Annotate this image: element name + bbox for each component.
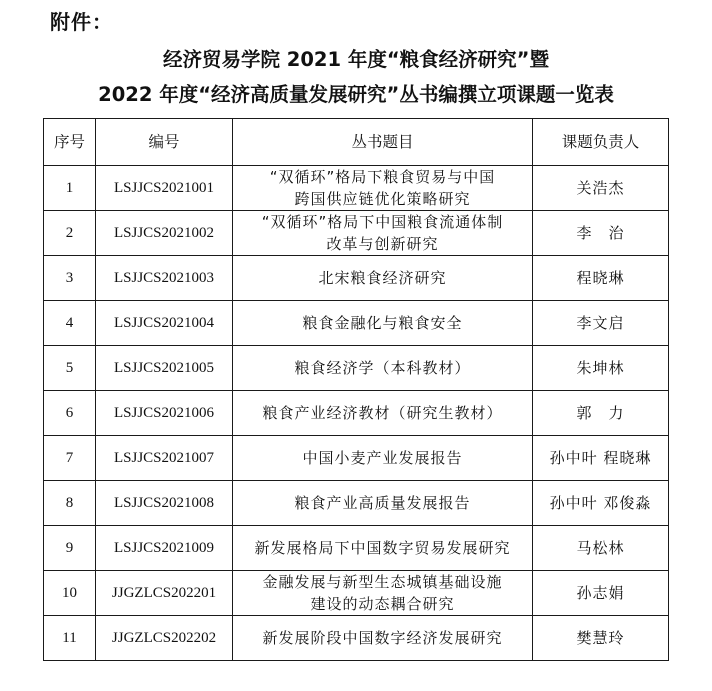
row-leader: 郭 力 — [533, 391, 669, 436]
row-topic-line-1: 北宋粮食经济研究 — [318, 269, 447, 287]
row-leader: 朱坤林 — [533, 346, 669, 391]
header-code: 编号 — [96, 119, 233, 166]
row-code: LSJJCS2021009 — [96, 526, 233, 571]
row-leader: 马松林 — [533, 526, 669, 571]
row-index: 5 — [44, 346, 96, 391]
row-topic-line-1: 新发展格局下中国数字贸易发展研究 — [254, 539, 511, 557]
row-leader: 李文启 — [533, 301, 669, 346]
row-topic-line-1: “双循环”格局下粮食贸易与中国 — [269, 168, 496, 186]
row-topic — [233, 616, 533, 661]
row-code: JJGZLCS202202 — [96, 616, 233, 661]
row-leader: 孙志娟 — [533, 571, 669, 616]
row-topic — [233, 436, 533, 481]
row-topic-line-2: 改革与创新研究 — [326, 235, 439, 253]
header-index: 序号 — [44, 119, 96, 166]
row-index: 6 — [44, 391, 96, 436]
row-code: LSJJCS2021004 — [96, 301, 233, 346]
row-topic-line-1: 粮食产业高质量发展报告 — [294, 494, 471, 512]
table-row — [44, 391, 669, 436]
row-topic — [233, 481, 533, 526]
table-row — [44, 481, 669, 526]
row-topic-line-1: 粮食产业经济教材（研究生教材） — [262, 404, 503, 422]
project-list-table — [43, 118, 669, 661]
document-title-line-2: 2022 年度“经济高质量发展研究”丛书编撰立项课题一览表 — [98, 83, 614, 106]
table-row — [44, 571, 669, 616]
row-topic-line-1: 金融发展与新型生态城镇基础设施 — [262, 573, 503, 591]
table-row — [44, 616, 669, 661]
table-body — [44, 166, 669, 661]
row-code: LSJJCS2021002 — [96, 211, 233, 256]
row-topic-line-1: 粮食经济学（本科教材） — [294, 359, 471, 377]
table-row — [44, 346, 669, 391]
row-topic — [233, 256, 533, 301]
document-title-line-1: 经济贸易学院 2021 年度“粮食经济研究”暨 — [163, 48, 549, 71]
row-topic — [233, 211, 533, 256]
row-index: 11 — [44, 616, 96, 661]
row-index: 3 — [44, 256, 96, 301]
table-row — [44, 256, 669, 301]
row-code: LSJJCS2021007 — [96, 436, 233, 481]
row-leader: 孙中叶 程晓琳 — [533, 436, 669, 481]
table-row — [44, 526, 669, 571]
row-topic — [233, 526, 533, 571]
table-row — [44, 211, 669, 256]
row-index: 10 — [44, 571, 96, 616]
row-topic-line-1: 粮食金融化与粮食安全 — [302, 314, 463, 332]
row-topic — [233, 571, 533, 616]
row-leader: 孙中叶 邓俊淼 — [533, 481, 669, 526]
row-topic — [233, 166, 533, 211]
row-topic-line-1: 中国小麦产业发展报告 — [302, 449, 463, 467]
row-index: 7 — [44, 436, 96, 481]
table-header — [44, 119, 669, 166]
row-topic-line-2: 建设的动态耦合研究 — [310, 595, 455, 613]
table-row — [44, 436, 669, 481]
row-code: LSJJCS2021008 — [96, 481, 233, 526]
row-topic-line-2: 跨国供应链优化策略研究 — [294, 190, 471, 208]
table-header-row — [44, 119, 669, 166]
row-leader: 关浩杰 — [533, 166, 669, 211]
row-topic — [233, 346, 533, 391]
header-topic: 丛书题目 — [233, 119, 533, 166]
row-code: LSJJCS2021006 — [96, 391, 233, 436]
row-topic-line-1: “双循环”格局下中国粮食流通体制 — [261, 213, 504, 231]
header-leader: 课题负责人 — [533, 119, 669, 166]
row-topic — [233, 391, 533, 436]
row-code: LSJJCS2021005 — [96, 346, 233, 391]
table-row — [44, 166, 669, 211]
row-index: 4 — [44, 301, 96, 346]
table-row — [44, 301, 669, 346]
row-index: 8 — [44, 481, 96, 526]
attachment-label: 附件： — [50, 10, 113, 34]
row-leader: 程晓琳 — [533, 256, 669, 301]
row-topic — [233, 301, 533, 346]
row-leader: 李 治 — [533, 211, 669, 256]
row-code: JJGZLCS202201 — [96, 571, 233, 616]
row-index: 2 — [44, 211, 96, 256]
row-index: 1 — [44, 166, 96, 211]
row-code: LSJJCS2021003 — [96, 256, 233, 301]
row-code: LSJJCS2021001 — [96, 166, 233, 211]
row-index: 9 — [44, 526, 96, 571]
row-topic-line-1: 新发展阶段中国数字经济发展研究 — [262, 629, 503, 647]
row-leader: 樊慧玲 — [533, 616, 669, 661]
